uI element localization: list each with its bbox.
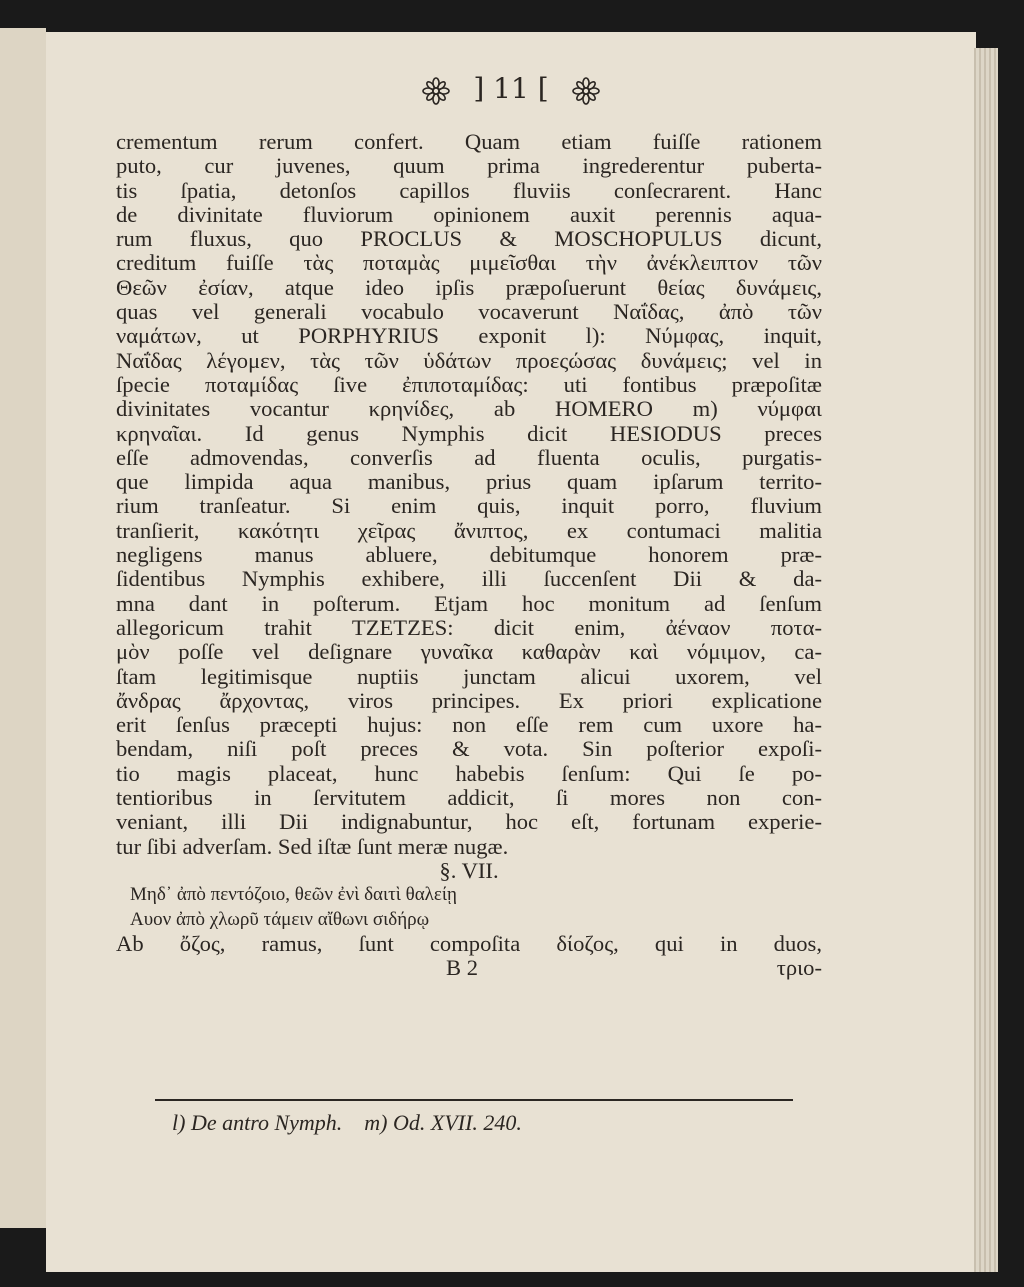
left-page-edge [0,28,46,1228]
body-text [116,130,822,980]
page-stack-edge [974,48,998,1272]
greek-verse-line: Μηδ᾽ ἀπὸ πεντόζοιο, θεῶν ἐνὶ δαιτὶ θαλείῃ [130,884,457,906]
text-line: μὸν poſſe vel deſignare γυναῖκα καθαρὰν καὶ νόμιμον, ca- [116,639,822,665]
text-line: κρηναῖαι. Id genus Nymphis dicit HESIODUS preces [116,420,822,446]
text-line: tis ſpatia, detonſos capillos fluviis conſecrarent. Hanc [116,177,822,203]
text-line: mna dant in poſterum. Etjam hoc monitum ad ſenſum [116,590,822,616]
text-line: tentioribus in ſervitutem addicit, ſi mores non con- [116,785,822,811]
catchword: τριο- [776,955,822,981]
footnote-rule [155,1099,793,1101]
signature-line [116,956,822,980]
text-line: que limpida aqua manibus, prius quam ipſarum territo- [116,469,822,495]
text-line: crementum rerum confert. Quam etiam fuiſſe rationem [116,129,822,154]
flower-ornament-icon [422,77,450,105]
text-line: tio magis placeat, hunc habebis ſenſum: Qui ſe po- [116,760,822,786]
page-number: ] 11 [ [473,72,549,105]
text-line: Ναΐδας λέγομεν, τὰς τῶν ὑδάτων προεςώσας δυνάμεις; vel in [116,347,822,373]
text-line: Θεῶν ἐσίαν, atque ideo ipſis præpoſuerunt θείας δυνάμεις, [116,274,822,300]
text-line: tranſierit, κακότητι χεῖρας ἄνιπτος, ex contumaci malitia [116,517,822,543]
text-line: negligens manus abluere, debitumque honorem præ- [116,542,822,568]
text-line: ναμάτων, ut PORPHYRIUS exponit l): Νύμφας, inquit, [116,323,822,349]
flower-ornament-icon [572,77,600,105]
text-line: puto, cur juvenes, quum prima ingrederentur puberta- [116,153,822,179]
text-line: quas vel generali vocabulo vocaverunt Ναΐδας, ἀπὸ τῶν [116,299,822,325]
text-line: Ab ὄζος, ramus, ſunt compoſita δίοζος, qui in duos, [116,930,822,956]
text-line: divinitates vocantur κρηνίδες, ab HOMERO m) νύμφαι [116,396,822,422]
text-line: de divinitate fluviorum opinionem auxit perennis aqua- [116,201,822,227]
signature-mark: B 2 [446,955,479,981]
text-line: eſſe admovendas, converſis ad fluenta oculis, purgatis- [116,444,822,470]
text-line: ſidentibus Nymphis exhibere, illi ſuccenſent Dii & da- [116,566,822,592]
text-line: tur ſibi adverſam. Sed iſtæ ſunt meræ nugæ. [116,833,509,859]
running-header [46,72,976,105]
text-line: veniant, illi Dii indignabuntur, hoc eſt, fortunam experie- [116,809,822,835]
text-line: creditum fuiſſe τὰς ποταμὰς μιμεῖσθαι τὴν ἀνέκλειπτον τῶν [116,250,822,276]
text-line: rum fluxus, quo PROCLUS & MOSCHOPULUS dicunt, [116,226,822,252]
greek-verse-line: Αυον ἀπὸ χλωρῦ τάμειν αἴθωνι σιδήρῳ [130,908,430,930]
text-line: erit ſenſus præcepti hujus: non eſſe rem cum uxore ha- [116,712,822,738]
text-line: rium tranſeatur. Si enim quis, inquit porro, fluvium [116,493,822,519]
footnote: l) De antro Nymph. m) Od. XVII. 240. [172,1110,522,1135]
text-line: allegoricum trahit TZETZES: dicit enim, ἀέναον ποτα- [116,614,822,640]
text-line: ſtam legitimisque nuptiis junctam alicui uxorem, vel [116,663,822,689]
text-line: ἄνδρας ἄρχοντας, viros principes. Ex priori explicatione [116,687,822,713]
text-line: ſpecie ποταμίδας ſive ἐπιποταμίδας: uti fontibus præpoſitæ [116,371,822,397]
section-heading: §. VII. [439,857,499,883]
text-line: bendam, niſi poſt preces & vota. Sin poſterior expoſi- [116,736,822,762]
